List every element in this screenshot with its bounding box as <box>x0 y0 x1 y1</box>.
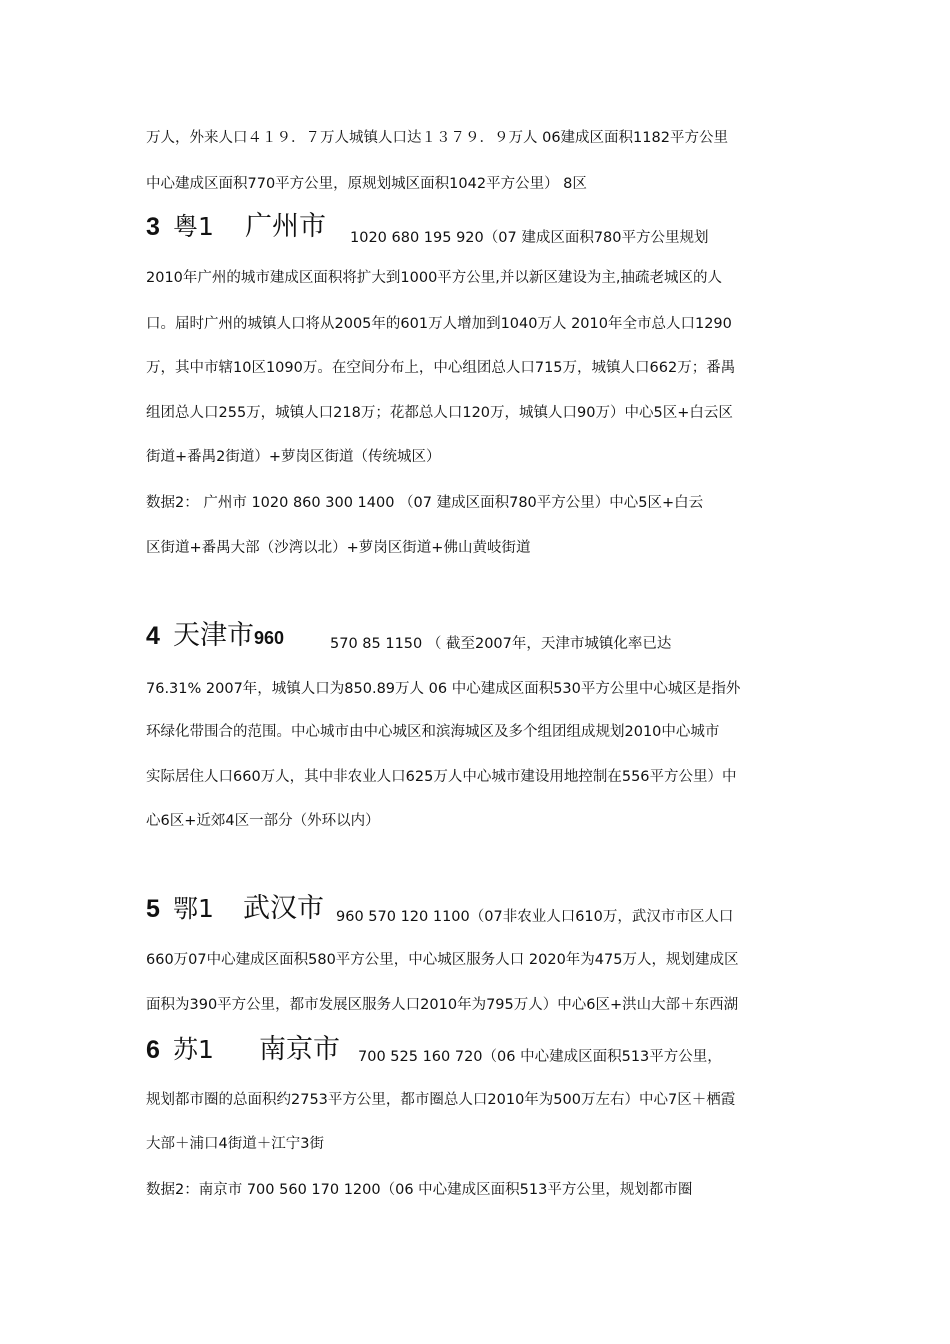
text-line: 万人，外来人口４１９．７万人城镇人口达１３７９．９万人 06建成区面积1182平方公里 <box>146 130 728 146</box>
text-line: 万，其中市辖10区1090万。在空间分布上，中心组团总人口715万，城镇人口662万；番禺 <box>146 360 736 376</box>
text-line: 570 85 1150 （ 截至2007年，天津市城镇化率已达 <box>330 636 672 652</box>
text-line: 数据2：南京市 700 560 170 1200（06 中心建成区面积513平方公里，规划都市圈 <box>146 1182 693 1198</box>
city-name: 南京市 <box>259 1034 340 1065</box>
section-number: 5 <box>146 895 160 923</box>
section-number: 3 <box>146 213 160 241</box>
text-line: 组团总人口255万，城镇人口218万；花都总人口120万，城镇人口90万）中心5区+白云区 <box>146 405 733 421</box>
text-line: 660万07中心建成区面积580平方公里，中心城区服务人口 2020年为475万人，规划建成区 <box>146 952 739 968</box>
province-label: 鄂1 <box>173 894 214 923</box>
city-name: 武汉市 <box>243 893 324 924</box>
section-number: 6 <box>146 1036 160 1064</box>
city-value: 960 <box>254 628 285 648</box>
section-number: 4 <box>146 622 160 650</box>
text-line: 心6区+近郊4区一部分（外环以内） <box>146 813 380 829</box>
text-line: 大部＋浦口4街道＋江宁3街 <box>146 1136 324 1152</box>
text-line: 数据2： 广州市 1020 860 300 1400 （07 建成区面积780平方公里）中心5区+白云 <box>146 495 704 511</box>
text-line: 960 570 120 1100（07非农业人口610万，武汉市市区人口 <box>336 909 734 925</box>
text-line: 实际居住人口660万人，其中非农业人口625万人中心城市建设用地控制在556平方公里）中 <box>146 769 737 785</box>
text-line: 规划都市圈的总面积约2753平方公里，都市圈总人口2010年为500万左右）中心7区＋栖霞 <box>146 1092 736 1108</box>
text-line: 1020 680 195 920（07 建成区面积780平方公里规划 <box>350 230 709 246</box>
text-line: 环绿化带围合的范围。中心城市由中心城区和滨海城区及多个组团组成规划2010中心城市 <box>146 724 720 740</box>
text-line: 街道+番禺2街道）+萝岗区街道（传统城区） <box>146 449 441 465</box>
city-name: 天津市 <box>173 620 254 651</box>
text-line: 700 525 160 720（06 中心建成区面积513平方公里， <box>358 1049 722 1065</box>
text-line: 2010年广州的城市建成区面积将扩大到1000平方公里,并以新区建设为主,抽疏老城区的人 <box>146 270 723 286</box>
province-label: 粤1 <box>173 212 214 241</box>
text-line: 区街道+番禺大部（沙湾以北）+萝岗区街道+佛山黄岐街道 <box>146 540 531 556</box>
text-line: 面积为390平方公里，都市发展区服务人口2010年为795万人）中心6区+洪山大部＋东西湖 <box>146 997 739 1013</box>
province-label: 苏1 <box>173 1035 214 1064</box>
text-line: 口。届时广州的城镇人口将从2005年的601万人增加到1040万人 2010年全市总人口1290 <box>146 316 732 332</box>
city-name: 广州市 <box>245 211 326 242</box>
text-line: 76.31% 2007年，城镇人口为850.89万人 06 中心建成区面积530平方公里中心城区是指外 <box>146 681 741 697</box>
text-line: 中心建成区面积770平方公里，原规划城区面积1042平方公里） 8区 <box>146 176 587 192</box>
